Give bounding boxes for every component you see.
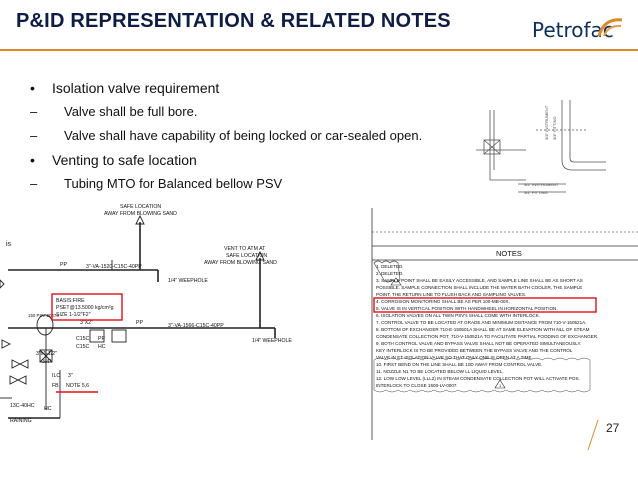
instrument-label: 3/4" INSTRUMENT [544,105,549,140]
petrofac-logo: Petrofac [532,18,614,42]
note-line: 1. DELETED. [376,264,404,269]
pset-label: PSET@13.5000 kg/cm²g [56,305,114,311]
hc-label: HC [44,406,52,412]
note-line: POSSIBLE. SAMPLE CONNECTION SHALL INCLUDE THE WATER BATH COOLER, THE SAMPLE [376,285,583,290]
away-from-sand-label: AWAY FROM BLOWING SAND [104,211,177,217]
note-line: CONDENSATE COLLECTION POT, 710-V-150521A TO FACILITATE PARTIAL FOODING OF EXCHANGER. [376,334,599,339]
note-ref-label: NOTE 5,6 [66,383,90,389]
tubing-detail-drawing [466,100,638,200]
fitting-label: 3/4" FITTING [524,190,548,195]
note-line: 6. ISOLATION VALVES ON ALL TWIN PSV's SHALL COME WITH INTERLOCK. [376,313,541,318]
bullet-item-1: Isolation valve requirement [52,80,220,96]
note-line: 7. CONTROL VALVE TO BE LOCATED AT GRADE AND MINIMUM DISTANCE FROM 710-V-150521A. [376,320,587,325]
away-from-sand-label: AWAY FROM BLOWING SAND [204,260,277,266]
pp-label: PP [98,336,105,342]
instrument-label: 3/4" INSTRUMENT [524,182,559,187]
bullet-marker: • [30,80,35,96]
page-title: P&ID REPRESENTATION & RELATED NOTES [16,10,451,32]
psv-tag: 150 PSV 20476 [28,313,59,318]
size-label: 3"x1-1/2" [36,351,57,357]
size-label: SIZE 1-1/2"F2" [56,312,91,318]
notes-title: NOTES [496,249,522,258]
line-spec-label: 3"-VA-1566-C15C-40PP [168,323,224,329]
sub-bullet-marker: – [30,128,38,143]
line-class-label: PP [136,320,143,326]
edge-text: is [6,241,12,248]
note-line: POINT, THE RETURN LINE TO FLUSH BACK AND SAMPLING VALVES. [376,292,527,297]
spec-label: C15C [76,344,90,350]
drain-label: RAINING [10,418,32,424]
page-divider-icon [586,418,600,452]
sub-bullet-marker: – [30,176,38,191]
revision-marker: 1 [499,383,502,388]
note-line: 2. DELETED. [376,271,404,276]
lc-label: ILC [52,373,61,379]
logo-arc-icon [596,16,624,38]
note-line: 4. CORROSION MONITORING SHALL BE AS PER 100-MB-00X. [376,299,510,304]
note-line: VALVE IN ET ISOLATION VALVE SO THAT ONLY ONE IS OPEN AT A TIME. [376,355,533,360]
basis-label: BASIS:FIRE [56,298,85,304]
line-class-label: PP [60,262,67,268]
note-line: INTERLOCK TO CLOSE 1500-LV-0007. [376,383,458,388]
note-line: 9. BOTH CONTROL VALVE AND BYPASS VALVE SHALL NOT BE OPERATED SIMULTANEOUSLY. [376,341,582,346]
line-spec-label: 13C-40HC [10,403,35,409]
weephole-label: 1/4" WEEPHOLE [168,278,208,284]
note-line: 12. LOW LOW LEVEL (LLL2) IN STEAM CONDENSATE COLLECTION POT WILL ACTIVATE POS. [376,376,580,381]
hc-label: HC [98,344,106,350]
page-number: 27 [606,421,620,435]
sub-bullet-item-1: Valve shall be full bore. [64,104,198,119]
note-line: 5. VALVE IS IN VERTICAL POSITION WITH HANDWHEEL IN HORIZONTAL POSITION. [376,306,558,311]
note-line: 8. BOTTOM OF EXCHANGER 710-E-150501A SHALL BE AT SAME ELEVATION WITH NLL OF STEAM [376,327,590,332]
sub-bullet-item-3: Tubing MTO for Balanced bellow PSV [64,176,283,191]
note-line: KEY INTERLOCK IS TO BE PROVIDED BETWEEN THE BYPASS VALVE AND THE CONTROL [376,348,573,353]
fitting-label: 3/4" FITTING [552,116,557,140]
fb-label: FB [52,383,59,389]
bullet-marker: • [30,152,35,168]
title-underline [0,49,638,51]
note-line: 10. FIRST BEND ON THE LINE SHALL BE 10D AWAY FROM CONTROL VALVE. [376,362,543,367]
size-label: 3" [68,373,73,379]
pid-drawing [0,200,638,440]
size-label: 3/4" [42,359,52,365]
vent-safe-label: SAFE LOCATION [226,253,268,259]
note-line: 11. NOZZLE N1 TO BE LOCATED BELOW LL LIQUID LEVEL. [376,369,504,374]
weephole-label: 1/4" WEEPHOLE [252,338,292,344]
vent-label: VENT TO ATM AT [224,246,266,252]
safe-location-label: SAFE LOCATION [120,204,162,210]
sub-bullet-item-2: Valve shall have capability of being locked or car-sealed open. [64,128,423,143]
bullet-item-2: Venting to safe location [52,152,197,168]
spec-label: C15C [76,336,90,342]
line-spec-label: 3"-VA-1520-C15C-40PP [86,264,142,270]
note-line: 3. SAMPLE POINT SHALL BE EASILY ACCESSIBLE, AND SAMPLE LINE SHALL BE AS SHORT AS [376,278,583,283]
sub-bullet-marker: – [30,104,38,119]
reducer-label: 3"X2" [80,320,93,326]
